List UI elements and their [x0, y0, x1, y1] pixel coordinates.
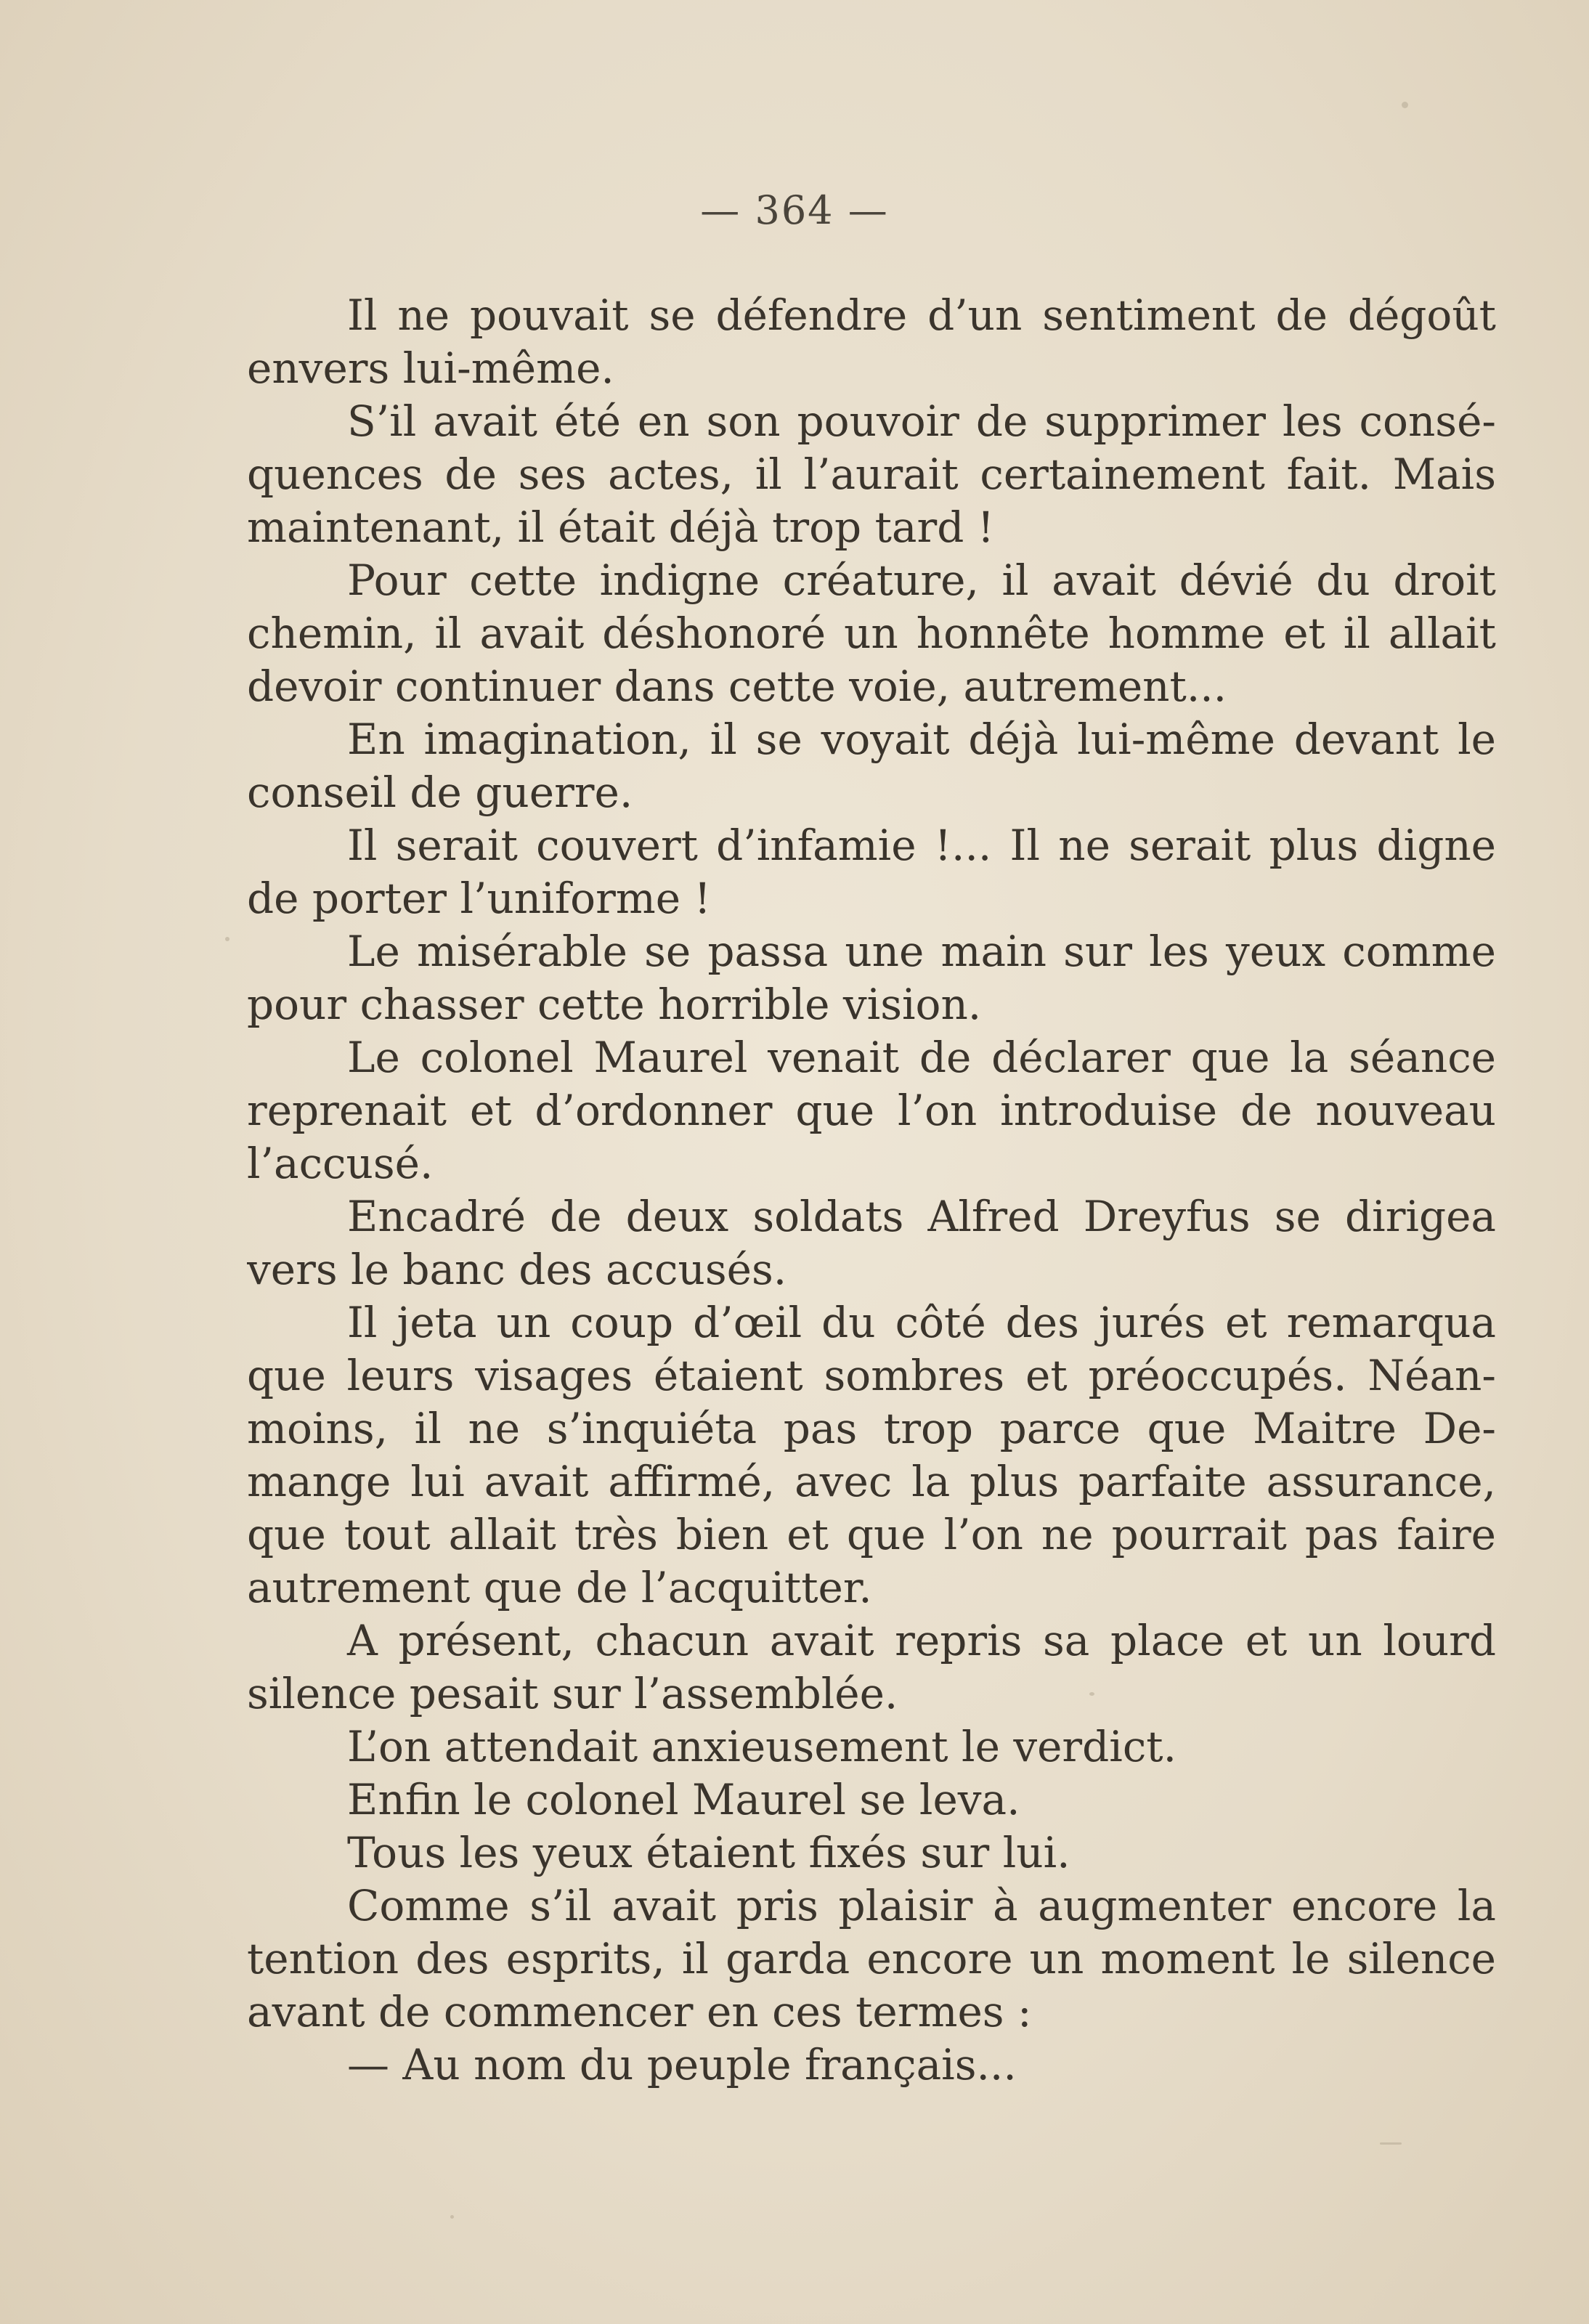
text-line: reprenait et d’ordonner que l’on introduise de nouveau	[247, 1086, 1496, 1135]
text-line: pour chasser cette horrible vision.	[247, 980, 982, 1029]
text-line: devoir continuer dans cette voie, autrement...	[247, 662, 1227, 711]
text-line: Le colonel Maurel venait de déclarer que la séance	[347, 1033, 1496, 1082]
text-line: que leurs visages étaient sombres et préoccupés. Néan-	[247, 1351, 1496, 1400]
page-number: — 364 —	[700, 187, 889, 233]
text-line: Le misérable se passa une main sur les yeux comme	[347, 927, 1496, 976]
text-line: moins, il ne s’inquiéta pas trop parce que Maitre De-	[247, 1404, 1496, 1453]
text-line: Il serait couvert d’infamie !... Il ne serait plus digne	[347, 821, 1496, 870]
text-line: Pour cette indigne créature, il avait dévié du droit	[347, 556, 1496, 605]
text-line: envers lui-même.	[247, 344, 614, 393]
text-line: A présent, chacun avait repris sa place et un lourd	[347, 1616, 1496, 1665]
text-line: Tous les yeux étaient fixés sur lui.	[347, 1828, 1070, 1877]
text-line: avant de commencer en ces termes :	[247, 1987, 1032, 2036]
paper-speck	[1402, 102, 1408, 108]
text-line: Enfin le colonel Maurel se leva.	[347, 1775, 1020, 1824]
text-line: maintenant, il était déjà trop tard !	[247, 503, 995, 552]
text-line: tention des esprits, il garda encore un moment le silence	[247, 1934, 1496, 1983]
paper-speck	[450, 2215, 454, 2219]
paper-speck	[225, 937, 229, 941]
text-line: silence pesait sur l’assemblée.	[247, 1669, 898, 1718]
text-line: — Au nom du peuple français...	[347, 2040, 1017, 2089]
text-line: Comme s’il avait pris plaisir à augmenter encore la	[347, 1881, 1496, 1930]
text-line: quences de ses actes, il l’aurait certainement fait. Mais	[247, 450, 1496, 499]
paper-speck	[1380, 2142, 1402, 2145]
text-line: autrement que de l’acquitter.	[247, 1563, 872, 1612]
text-line: Encadré de deux soldats Alfred Dreyfus se dirigea	[347, 1192, 1496, 1241]
text-line: conseil de guerre.	[247, 768, 633, 817]
text-line: de porter l’uniforme !	[247, 874, 711, 923]
text-line: S’il avait été en son pouvoir de supprimer les consé-	[347, 397, 1496, 446]
text-line: l’accusé.	[247, 1139, 434, 1188]
text-line: Il ne pouvait se défendre d’un sentiment de dégoût	[347, 290, 1496, 340]
paper-speck	[1089, 1692, 1094, 1696]
text-line: En imagination, il se voyait déjà lui-même devant le	[347, 715, 1496, 764]
text-line: chemin, il avait déshonoré un honnête homme et il allait	[247, 609, 1496, 658]
page-body	[247, 289, 1496, 2092]
text-line: L’on attendait anxieusement le verdict.	[347, 1722, 1177, 1771]
text-line: que tout allait très bien et que l’on ne pourrait pas faire	[247, 1510, 1496, 1559]
text-line: vers le banc des accusés.	[247, 1245, 787, 1294]
text-line: mange lui avait affirmé, avec la plus parfaite assurance,	[247, 1457, 1496, 1506]
text-line: Il jeta un coup d’œil du côté des jurés et remarqua	[347, 1298, 1496, 1347]
